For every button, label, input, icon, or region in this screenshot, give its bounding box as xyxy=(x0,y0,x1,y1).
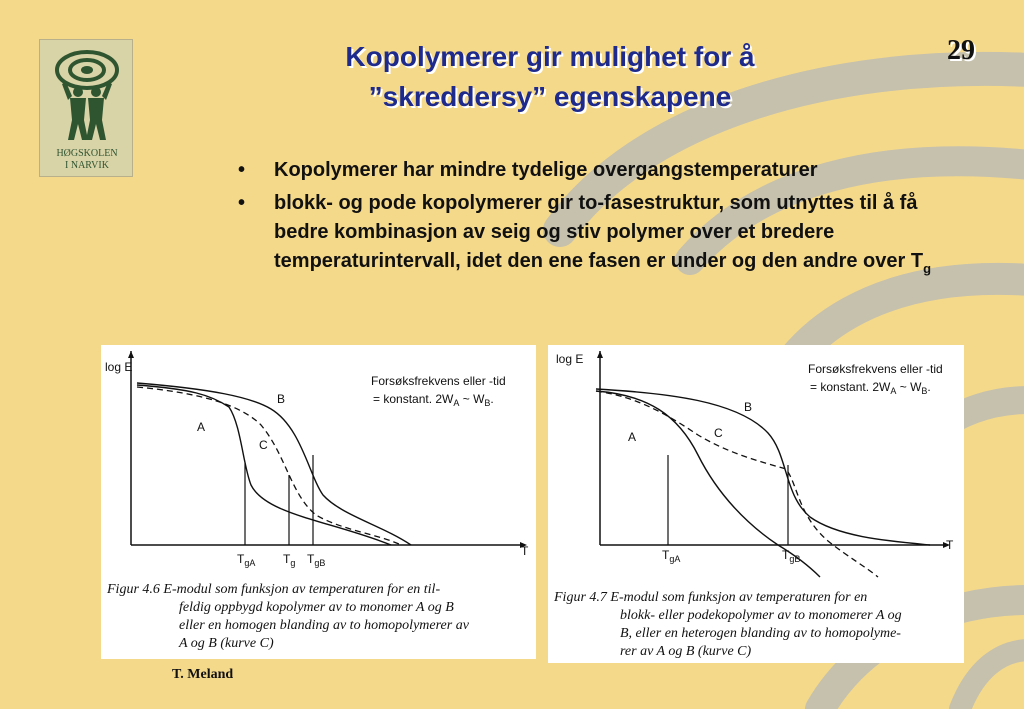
figure-caption-line3: eller en homogen blanding av to homopolymerer av xyxy=(179,618,469,633)
y-axis-arrow-icon xyxy=(128,351,134,358)
school-logo xyxy=(39,39,133,177)
x-axis-label: T xyxy=(946,538,954,552)
x-axis-label: T xyxy=(521,544,529,558)
curve-label-a: A xyxy=(197,420,206,434)
figure-caption-line2: blokk- eller podekopolymer av to monomerer A og xyxy=(620,608,902,623)
figure-note-line2: = konstant. $2W_A$ ~ $W_B$. xyxy=(373,392,494,408)
page-number: 29 xyxy=(947,35,975,66)
figure-4-6-plot xyxy=(101,345,536,659)
figure-4-6 xyxy=(101,345,536,659)
figure-note-line2: = konstant. $2W_A$ ~ $W_B$. xyxy=(810,380,931,396)
curve-a xyxy=(137,385,391,545)
curve-label-b: B xyxy=(277,392,286,406)
tga-label: $T_{gA}$ xyxy=(237,552,256,568)
bullet-text: Kopolymerer har mindre tydelige overgangstemperaturer xyxy=(274,159,818,181)
slide-title-line2: ”skreddersy” egenskapene xyxy=(368,81,732,112)
y-axis-label: log E xyxy=(105,360,133,374)
figure-caption-line4: rer av A og B (kurve C) xyxy=(620,644,752,659)
curve-c xyxy=(596,391,878,577)
figure-caption-line3: B, eller en heterogen blanding av to homopolyme- xyxy=(620,626,901,641)
tga-label: $T_{gA}$ xyxy=(662,548,681,564)
figure-caption-line4: A og B (kurve C) xyxy=(179,636,274,651)
bullet-item xyxy=(238,189,938,277)
y-axis-arrow-icon xyxy=(597,351,603,358)
figure-note-line1: Forsøksfrekvens eller -tid xyxy=(371,374,506,388)
tg-label: $T_g$ xyxy=(283,552,296,568)
figure-note-line1: Forsøksfrekvens eller -tid xyxy=(808,362,943,376)
curve-label-a: A xyxy=(628,430,637,444)
logo-text-line2: I NARVIK xyxy=(65,160,109,171)
author-name: T. Meland xyxy=(172,667,234,682)
figure-caption-line2: feldig oppbygd kopolymer av to monomer A og B xyxy=(179,600,454,615)
figure-4-7-plot xyxy=(548,345,964,663)
y-axis-label: log E xyxy=(556,352,584,366)
slide-title-line1: Kopolymerer gir mulighet for å xyxy=(345,41,755,72)
bullet-symbol: • xyxy=(238,159,246,181)
bullet-subscript: g xyxy=(923,261,932,276)
figure-4-7 xyxy=(548,345,964,663)
curve-label-b: B xyxy=(744,400,753,414)
bullet-text: blokk- og pode kopolymerer gir to-fasestruktur, som utnyttes til å få bedre kombinasjon av seig og stiv polymer over et bredere temperaturintervall, idet den ene fasen er under og den andre over T xyxy=(274,192,924,272)
curve-b xyxy=(596,389,930,545)
bullet-item xyxy=(238,156,938,185)
tgb-label: $T_{gB}$ xyxy=(307,552,326,568)
bullet-list xyxy=(238,156,938,281)
tgb-label: $T_{gB}$ xyxy=(782,548,801,564)
curve-label-c: C xyxy=(714,426,723,440)
curve-c xyxy=(137,387,401,545)
curve-label-c: C xyxy=(259,438,268,452)
figure-caption-line1: Figur 4.7 E-modul som funksjon av temperaturen for en xyxy=(554,590,868,605)
figure-caption-line1: Figur 4.6 E-modul som funksjon av temperaturen for en til- xyxy=(107,582,441,597)
logo-emblem-icon xyxy=(40,40,134,148)
logo-text-line1: HØGSKOLEN xyxy=(56,148,118,159)
bullet-symbol: • xyxy=(238,192,246,214)
curve-b xyxy=(137,383,411,545)
